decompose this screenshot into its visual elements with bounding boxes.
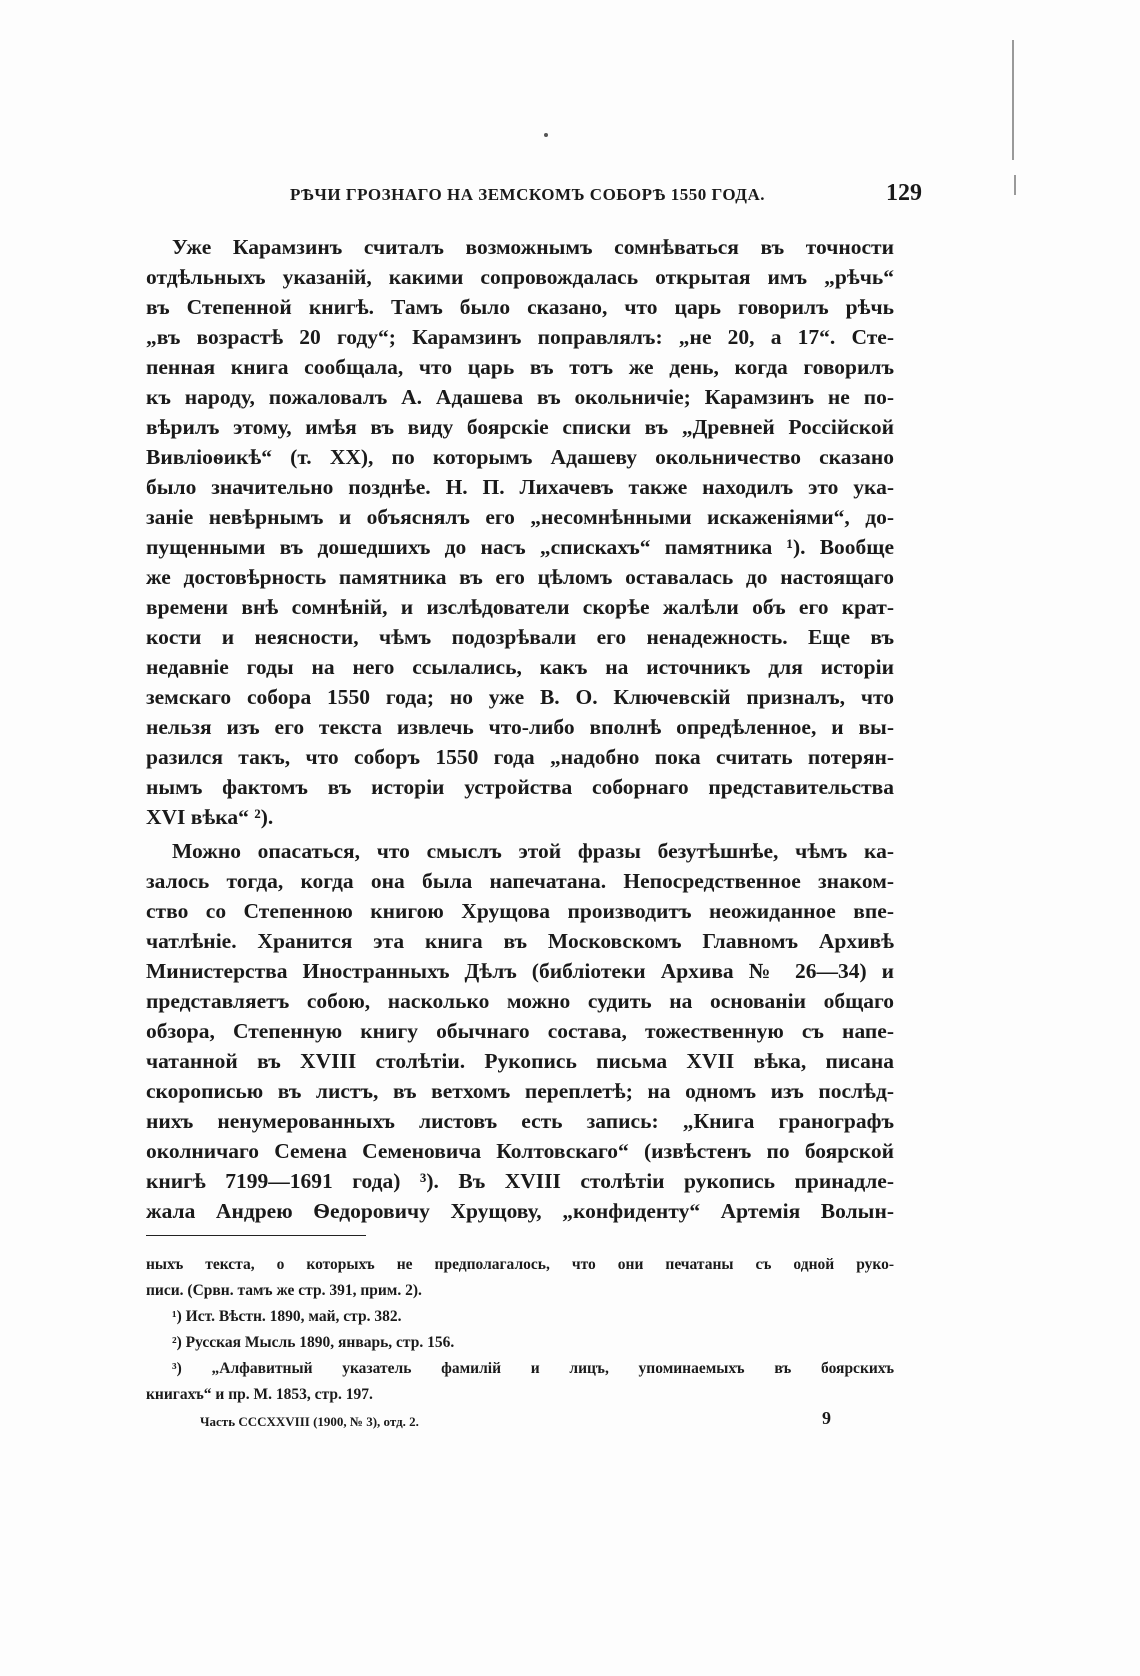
text-line: въ Степенной книгѣ. Тамъ было сказано, что царь говорилъ рѣчь: [146, 295, 894, 319]
text-line: обзора, Степенную книгу обычнаго состава, тожественную съ напе-: [146, 1019, 894, 1043]
running-title: РѢЧИ ГРОЗНАГО НА ЗЕМСКОМЪ СОБОРѢ 1550 ГОДА.: [290, 185, 765, 204]
footnote-3: ³) „Алфавитный указатель фамилій и лицъ, упоминаемыхъ въ боярскихъ: [172, 1360, 894, 1377]
text-line: залось тогда, когда она была напечатана. Непосредственное знаком-: [146, 869, 894, 893]
printer-signature: Часть CCCXXVIII (1900, № 3), отд. 2.: [200, 1414, 419, 1429]
text-line: же достовѣрность памятника въ его цѣломъ оставалась до настоящаго: [146, 565, 894, 589]
text-line: кости и неясности, чѣмъ подозрѣвали его ненадежность. Еще въ: [146, 625, 894, 649]
text-line: Министерства Иностранныхъ Дѣлъ (библіотеки Архива № 26—34) и: [146, 959, 894, 983]
text-line: заніе невѣрнымъ и объяснялъ его „несомнѣнными искаженіями“, до-: [146, 505, 894, 529]
speck-mark: [544, 133, 548, 137]
text-line: земскаго собора 1550 года; но уже В. О. Ключевскій призналъ, что: [146, 685, 894, 709]
text-line: жала Андрею Ѳедоровичу Хрущову, „конфиденту“ Артемія Волын-: [146, 1199, 894, 1223]
text-line: книгѣ 7199—1691 года) ³). Въ XVIII столѣтіи рукопись принадле-: [146, 1169, 894, 1193]
text-line: недавніе годы на него ссылались, какъ на источникъ для исторіи: [146, 655, 894, 679]
footnote-line: книгахъ“ и пр. М. 1853, стр. 197.: [146, 1386, 373, 1403]
sheet-number: 9: [822, 1408, 831, 1428]
text-line: ство со Степенною книгою Хрущова производитъ неожиданное впе-: [146, 899, 894, 923]
text-line: Уже Карамзинъ считалъ возможнымъ сомнѣваться въ точности: [172, 235, 894, 259]
text-line: „въ возрастѣ 20 году“; Карамзинъ поправлялъ: „не 20, а 17“. Сте-: [146, 325, 894, 349]
text-line: разился такъ, что соборъ 1550 года „надобно пока считать потерян-: [146, 745, 894, 769]
text-line: нымъ фактомъ въ исторіи устройства соборнаго представительства: [146, 775, 894, 799]
page-number: 129: [886, 180, 922, 206]
text-line: времени внѣ сомнѣній, и изслѣдователи скорѣе жалѣли объ его крат-: [146, 595, 894, 619]
text-line: Вивліоѳикѣ“ (т. XX), по которымъ Адашеву окольничество сказано: [146, 445, 894, 469]
page-edge-mark: [1012, 40, 1014, 160]
text-line: отдѣльныхъ указаній, какими сопровождалась открытая имъ „рѣчь“: [146, 265, 894, 289]
text-line: пенная книга сообщала, что царь въ тотъ же день, когда говорилъ: [146, 355, 894, 379]
text-line: Можно опасаться, что смыслъ этой фразы безутѣшнѣе, чѣмъ ка-: [172, 839, 894, 863]
footnote-rule: [146, 1235, 366, 1236]
text-line: пущенными въ дошедшихъ до насъ „спискахъ“ памятника ¹). Вообще: [146, 535, 894, 559]
text-line: чатанной въ XVIII столѣтіи. Рукопись письма XVII вѣка, писана: [146, 1049, 894, 1073]
text-line: къ народу, пожаловалъ А. Адашева въ окольничіе; Карамзинъ не по-: [146, 385, 894, 409]
text-line: представляетъ собою, насколько можно судить на основаніи общаго: [146, 989, 894, 1013]
text-line: было значительно позднѣе. Н. П. Лихачевъ также находилъ это ука-: [146, 475, 894, 499]
text-line: чатлѣніе. Хранится эта книга въ Московскомъ Главномъ Архивѣ: [146, 929, 894, 953]
page-edge-mark: [1014, 175, 1016, 195]
text-line: скорописью въ листъ, въ ветхомъ переплетѣ; на одномъ изъ послѣд-: [146, 1079, 894, 1103]
text-line: нихъ ненумерованныхъ листовъ есть запись: „Книга гранографъ: [146, 1109, 894, 1133]
text-line: вѣрилъ этому, имѣя въ виду боярскіе списки въ „Древней Россійской: [146, 415, 894, 439]
footnote-line: ныхъ текста, о которыхъ не предполагалось, что они печатаны съ одной руко-: [146, 1256, 894, 1273]
text-line: нельзя изъ его текста извлечь что-либо вполнѣ опредѣленное, и вы-: [146, 715, 894, 739]
body-text: [146, 232, 894, 1226]
text-line: околничаго Семена Семеновича Колтовскаго“ (извѣстенъ по боярской: [146, 1139, 894, 1163]
text-line: XVI вѣка“ ²).: [146, 805, 274, 829]
footnote-line: писи. (Срвн. тамъ же стр. 391, прим. 2).: [146, 1282, 422, 1299]
footnote-1: ¹) Ист. Вѣстн. 1890, май, стр. 382.: [172, 1308, 402, 1325]
footnotes: [146, 1252, 894, 1408]
running-header: [290, 180, 922, 214]
footnote-2: ²) Русская Мысль 1890, январь, стр. 156.: [172, 1334, 455, 1351]
